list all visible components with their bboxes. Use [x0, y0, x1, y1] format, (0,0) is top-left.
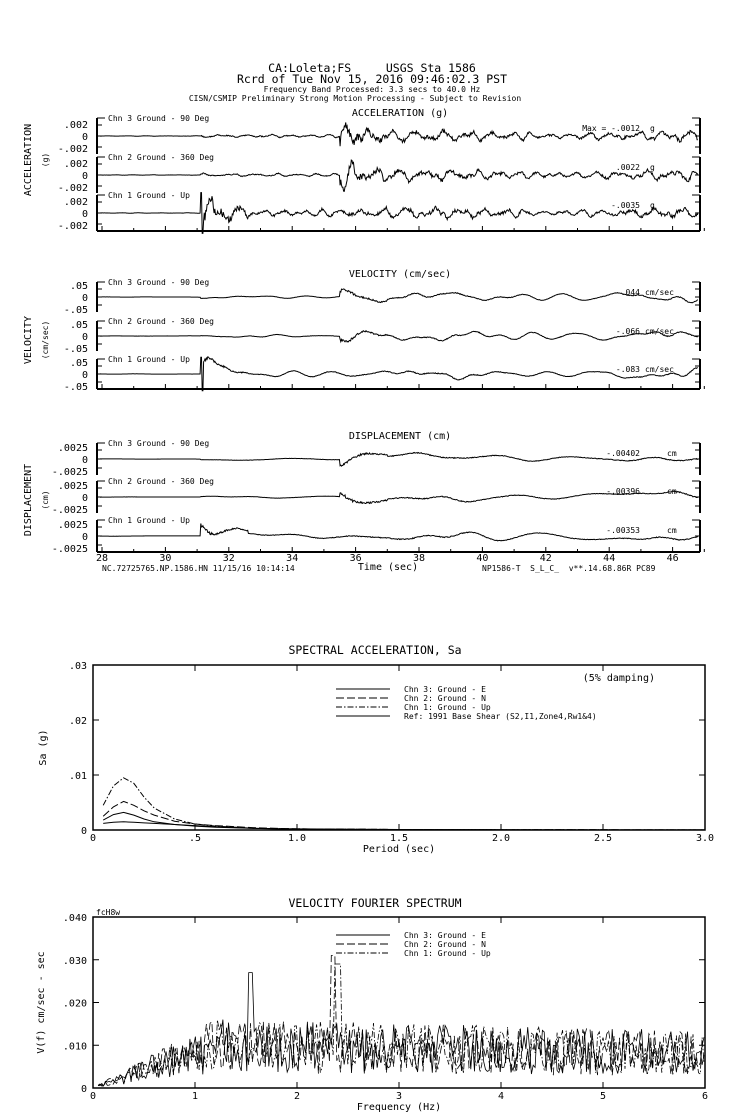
y-tick-label: .01 — [68, 771, 87, 782]
x-tick-label: 40 — [476, 553, 489, 564]
panel-title: SPECTRAL ACCELERATION, Sa — [288, 643, 462, 657]
peak-unit: cm — [667, 487, 677, 496]
y-tick-label: -.0025 — [51, 505, 88, 516]
y-tick-label: -.05 — [63, 344, 88, 355]
channel-label: Chn 1 Ground - Up — [108, 191, 190, 200]
x-tick-label: 42 — [539, 553, 552, 564]
x-tick-label: 44 — [603, 553, 616, 564]
spectral-curve — [103, 778, 705, 830]
x-tick-label: 1.5 — [389, 833, 409, 844]
y-tick-label: 0 — [81, 532, 88, 543]
panel-title: VELOCITY (cm/sec) — [348, 269, 452, 280]
x-tick-label: 30 — [159, 553, 172, 564]
y-tick-label: -.002 — [57, 144, 88, 155]
panel-title: DISPLACEMENT (cm) — [348, 431, 452, 442]
x-tick-label: 6 — [701, 1091, 709, 1102]
y-axis-label: DISPLACEMENT — [23, 463, 34, 537]
peak-value: -.044 — [615, 288, 640, 297]
peak-unit: g — [650, 201, 655, 210]
footer-record-id: NC.72725765.NP.1586.HN 11/15/16 10:14:14 — [102, 564, 295, 573]
y-tick-label: .040 — [62, 913, 87, 924]
x-tick-label: 3.0 — [695, 833, 715, 844]
y-tick-label: .030 — [62, 955, 87, 967]
fourier-curve — [98, 956, 704, 1086]
y-axis-label: V(f) cm/sec - sec — [36, 951, 47, 1054]
peak-value: -.0035 — [611, 201, 640, 210]
y-tick-label: 0 — [81, 209, 88, 220]
y-tick-label: 0 — [81, 493, 88, 504]
y-tick-label: -.0025 — [51, 467, 88, 478]
peak-unit: cm — [667, 526, 677, 535]
legend-label: Chn 3: Ground - E — [404, 685, 486, 694]
x-tick-label: 4 — [497, 1091, 505, 1102]
legend-label: Ref: 1991 Base Shear (S2,I1,Zone4,Rw1&4) — [404, 712, 597, 721]
y-axis-unit: (cm) — [41, 490, 50, 510]
y-tick-label: .05 — [69, 320, 88, 331]
header-disclaimer: CISN/CSMIP Preliminary Strong Motion Processing - Subject to Revision — [188, 94, 522, 103]
y-tick-label: .0025 — [57, 481, 88, 492]
x-tick-label: 0 — [89, 1091, 97, 1102]
legend-label: Chn 1: Ground - Up — [404, 949, 491, 958]
x-axis-label: Frequency (Hz) — [356, 1102, 442, 1113]
y-tick-label: 0 — [80, 1084, 87, 1095]
legend-label: Chn 3: Ground - E — [404, 931, 486, 940]
waveform-trace — [100, 331, 698, 342]
y-axis-label: VELOCITY — [23, 315, 34, 365]
legend-label: Chn 2: Ground - N — [404, 940, 486, 949]
waveform-trace — [100, 289, 698, 303]
y-tick-label: 0 — [81, 171, 88, 182]
y-tick-label: -.05 — [63, 382, 88, 393]
y-tick-label: .0025 — [57, 520, 88, 531]
y-tick-label: -.0025 — [51, 544, 88, 555]
plot-frame — [93, 665, 705, 830]
channel-label: Chn 3 Ground - 90 Deg — [108, 439, 210, 448]
y-tick-label: 0 — [81, 293, 88, 304]
x-tick-label: 5 — [599, 1091, 607, 1102]
corner-label: fcH8w — [96, 908, 121, 917]
peak-unit: cm/sec — [645, 288, 674, 297]
damping-annotation: (5% damping) — [582, 673, 655, 684]
y-tick-label: .002 — [63, 120, 88, 131]
peak-value: .0022 — [615, 163, 640, 172]
y-tick-label: .05 — [69, 281, 88, 292]
channel-label: Chn 2 Ground - 360 Deg — [108, 477, 214, 486]
y-tick-label: 0 — [81, 132, 88, 143]
channel-label: Chn 2 Ground - 360 Deg — [108, 153, 214, 162]
header-station: CA:Loleta;FS USGS Sta 1586 — [268, 61, 476, 75]
x-tick-label: 1.0 — [287, 833, 307, 844]
header-record: Rcrd of Tue Nov 15, 2016 09:46:02.3 PST — [236, 72, 508, 86]
channel-label: Chn 1 Ground - Up — [108, 516, 190, 525]
y-tick-label: .010 — [62, 1041, 87, 1053]
time-axis-label: Time (sec) — [357, 562, 419, 573]
y-tick-label: 0 — [81, 455, 88, 466]
peak-value: -.00396 — [606, 487, 640, 496]
peak-unit: cm/sec — [645, 327, 674, 336]
y-tick-label: .05 — [69, 358, 88, 369]
y-tick-label: -.002 — [57, 221, 88, 232]
peak-value: -.00353 — [606, 526, 640, 535]
y-tick-label: .002 — [63, 159, 88, 170]
y-tick-label: 0 — [81, 370, 88, 381]
x-tick-label: 36 — [349, 553, 362, 564]
x-tick-label: 32 — [222, 553, 235, 564]
y-tick-label: .002 — [63, 197, 88, 208]
y-axis-label: ACCELERATION — [23, 123, 34, 197]
y-tick-label: .020 — [62, 998, 87, 1010]
spectral-curve — [103, 812, 705, 830]
peak-unit: g — [650, 124, 655, 133]
y-tick-label: .02 — [68, 716, 87, 727]
x-tick-label: 2.0 — [491, 833, 511, 844]
y-tick-label: .03 — [68, 661, 87, 672]
x-tick-label: 2 — [293, 1091, 301, 1102]
peak-unit: cm — [667, 449, 677, 458]
waveform-trace — [100, 160, 698, 191]
channel-label: Chn 2 Ground - 360 Deg — [108, 317, 214, 326]
y-tick-label: 0 — [81, 332, 88, 343]
channel-label: Chn 3 Ground - 90 Deg — [108, 278, 210, 287]
header-frequency-band: Frequency Band Processed: 3.3 secs to 40.0 Hz — [263, 85, 481, 94]
peak-unit: cm/sec — [645, 365, 674, 374]
channel-label: Chn 1 Ground - Up — [108, 355, 190, 364]
legend-label: Chn 2: Ground - N — [404, 694, 486, 703]
x-tick-label: 34 — [286, 553, 299, 564]
channel-label: Chn 3 Ground - 90 Deg — [108, 114, 210, 123]
x-tick-label: .5 — [188, 833, 202, 844]
y-axis-unit: (cm/sec) — [41, 320, 50, 360]
panel-title: ACCELERATION (g) — [351, 108, 449, 119]
x-tick-label: 38 — [412, 553, 426, 564]
legend-label: Chn 1: Ground - Up — [404, 703, 491, 712]
x-tick-label: 46 — [666, 553, 679, 564]
y-tick-label: -.05 — [63, 305, 88, 316]
x-tick-label: 28 — [95, 553, 109, 564]
y-tick-label: 0 — [80, 826, 87, 837]
x-tick-label: 3 — [395, 1091, 403, 1102]
y-axis-unit: (g) — [41, 152, 50, 168]
y-tick-label: .0025 — [57, 443, 88, 454]
peak-value: -.066 — [615, 327, 640, 336]
x-axis-label: Period (sec) — [362, 844, 436, 855]
peak-value: -.00402 — [606, 449, 640, 458]
peak-value: Max = -.0012 — [582, 124, 640, 133]
peak-unit: g — [650, 163, 655, 172]
x-tick-label: 2.5 — [593, 833, 613, 844]
y-axis-label: Sa (g) — [38, 729, 49, 766]
x-tick-label: 0 — [89, 833, 97, 844]
footer-processing-id: NP1586-T S_L_C_ v**.14.68.86R PC89 — [482, 564, 656, 573]
x-tick-label: 1 — [191, 1091, 199, 1102]
spectral-curve — [103, 822, 705, 830]
peak-value: -.083 — [615, 365, 640, 374]
panel-title: VELOCITY FOURIER SPECTRUM — [288, 896, 462, 910]
y-tick-label: -.002 — [57, 183, 88, 194]
